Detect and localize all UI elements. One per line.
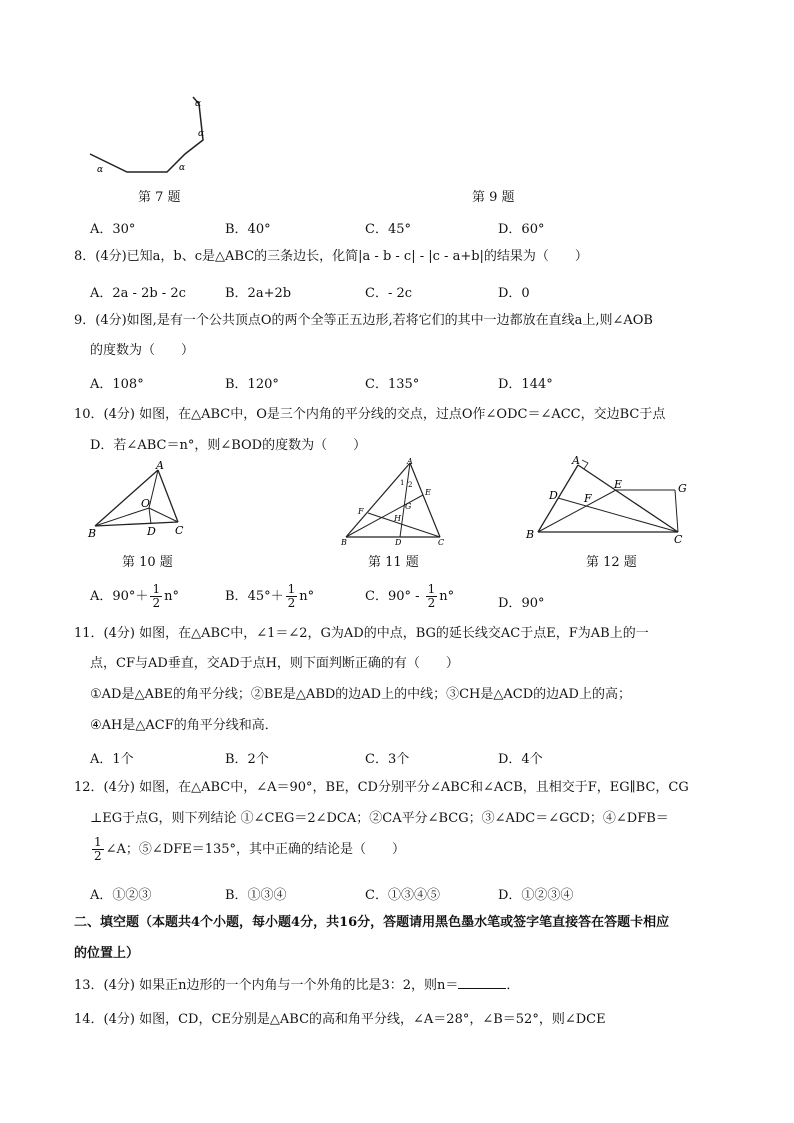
fig11-label-b: B [341,538,347,547]
q8-option-b[interactable]: B．2a+2b [225,286,292,301]
q10-option-a[interactable]: A．90°＋ $\frac{1}{2}$ n° [90,582,179,610]
q7-option-d[interactable]: D．60° [498,222,545,237]
q13-answer-blank[interactable] [458,976,506,989]
q9-option-c[interactable]: C．135° [365,377,420,392]
fig10-label-b: B [88,527,97,540]
q7-option-c[interactable]: C．45° [365,222,411,237]
fig9-caption: 第 9 题 [472,190,515,205]
fig11-label-c: C [438,538,445,547]
fig11-label-h: H [394,514,401,523]
fig7-alpha-3: α [179,163,186,173]
q11-line3: ①AD是△ABE的角平分线；②BE是△ABD的边AD上的中线；③CH是△ACD的边AD上的高； [90,687,631,702]
fig12-label-b: B [526,528,535,541]
fig7-alpha-1: α [195,99,202,109]
q11-option-d[interactable]: D．4个 [498,752,543,767]
q9-line1: 9．(4分)如图,是有一个公共顶点O的两个全等正五边形,若将它们的其中一边都放在直线a上,则∠AOB [74,313,653,328]
q8-text: 8．(4分)已知a，b、c是△ABC的三条边长，化简|a - b - c| - |c - a+b|的结果为（ ） [74,249,588,264]
fig7-alpha-2: α [198,129,205,139]
q8-option-d[interactable]: D．0 [498,286,530,301]
figure-11 [340,457,450,547]
section2-heading-line2: 的位置上） [74,946,140,961]
q10-line1: 10．(4分) 如图，在△ABC中，O是三个内角的平分线的交点，过点O作∠ODC＝∠ACC，交边BC于点 [74,407,666,422]
fig7-polyline [90,97,203,172]
q8-option-a[interactable]: A．2a - 2b - 2c [90,286,186,301]
figure-10 [85,460,195,545]
q12-option-d[interactable]: D．①②③④ [498,888,574,903]
q11-line1: 11．(4分) 如图，在△ABC中，∠1＝∠2，G为AD的中点，BG的延长线交AC于点E，F为AB上的一 [74,626,649,641]
q10-option-c[interactable]: C．90° - $\frac{1}{2}$ n° [365,582,455,610]
q12-option-c[interactable]: C．①③④⑤ [365,888,440,903]
q10-line2: D．若∠ABC＝n°，则∠BOD的度数为（ ） [90,438,367,453]
fig10-caption: 第 10 题 [122,555,173,570]
q10-option-b[interactable]: B．45°＋ $\frac{1}{2}$ n° [225,582,315,610]
q14-text: 14．(4分) 如图，CD，CE分别是△ABC的高和角平分线，∠A＝28°，∠B＝52°，则∠DCE [74,1012,606,1027]
q13-text: 13．(4分) 如果正n边形的一个内角与一个外角的比是3：2，则n＝ ． [74,978,520,993]
q11-option-b[interactable]: B．2个 [225,752,269,767]
q9-option-a[interactable]: A．108° [90,377,144,392]
fig10-label-a: A [156,460,164,472]
fig11-label-f: F [358,507,364,516]
fig11-label-e: E [425,488,431,497]
q7-option-b[interactable]: B．40° [225,222,271,237]
section2-heading-line1: 二、填空题（本题共4个小题，每小题4分，共16分，答题请用黑色墨水笔或签字笔直接答在答题卡相应 [74,915,670,930]
q10-option-d[interactable]: D．90° [498,596,545,611]
fig12-label-f: F [584,492,592,505]
q9-option-d[interactable]: D．144° [498,377,553,392]
fig12-label-c: C [674,533,683,546]
q9-option-b[interactable]: B．120° [225,377,279,392]
fig10-label-o: O [141,497,151,510]
fig10-label-d: D [147,525,156,538]
q12-line1: 12．(4分) 如图，在△ABC中，∠A＝90°，BE，CD分别平分∠ABC和∠ACB，且相交于F，EG∥BC，CG [74,780,689,795]
fig7-caption: 第 7 题 [138,190,181,205]
q8-option-c[interactable]: C．- 2c [365,286,413,301]
q12-option-b[interactable]: B．①③④ [225,888,287,903]
q12-fraction: $\frac{1}{2}$ [94,835,102,863]
q11-line4: ④AH是△ACF的角平分线和高． [90,718,278,733]
figure-12 [520,452,695,547]
q11-option-c[interactable]: C．3个 [365,752,410,767]
q11-option-a[interactable]: A．1个 [90,752,134,767]
q12-line3: $\frac{1}{2}$ ∠A；⑤∠DFE＝135°，其中正确的结论是（ ） [94,835,406,863]
fig12-caption: 第 12 题 [586,555,637,570]
fig12-label-e: E [614,478,623,491]
fig12-label-g: G [678,482,687,495]
q12-line2: ⊥EG于点G，则下列结论 ①∠CEG＝2∠DCA；②CA平分∠BCG；③∠ADC＝∠GCD；④∠DFB＝ [90,811,669,826]
fig11-label-1: 1 [400,479,405,487]
q9-line2: 的度数为（ ） [90,343,195,358]
fig11-label-d: D [395,538,402,547]
fig12-label-d: D [549,489,558,502]
fig11-label-g: G [405,502,412,511]
figure-7 [85,92,215,182]
q7-option-a[interactable]: A．30° [90,222,136,237]
q11-line2: 点，CF与AD垂直，交AD于点H，则下面判断正确的有（ ） [90,656,459,671]
fig11-label-2: 2 [408,481,413,489]
fig10-label-c: C [175,524,184,537]
fig7-alpha-4: α [97,165,104,175]
fig11-caption: 第 11 题 [368,555,419,570]
fig12-label-a: A [572,454,580,467]
fig11-label-a: A [407,457,413,466]
q12-option-a[interactable]: A．①②③ [90,888,152,903]
